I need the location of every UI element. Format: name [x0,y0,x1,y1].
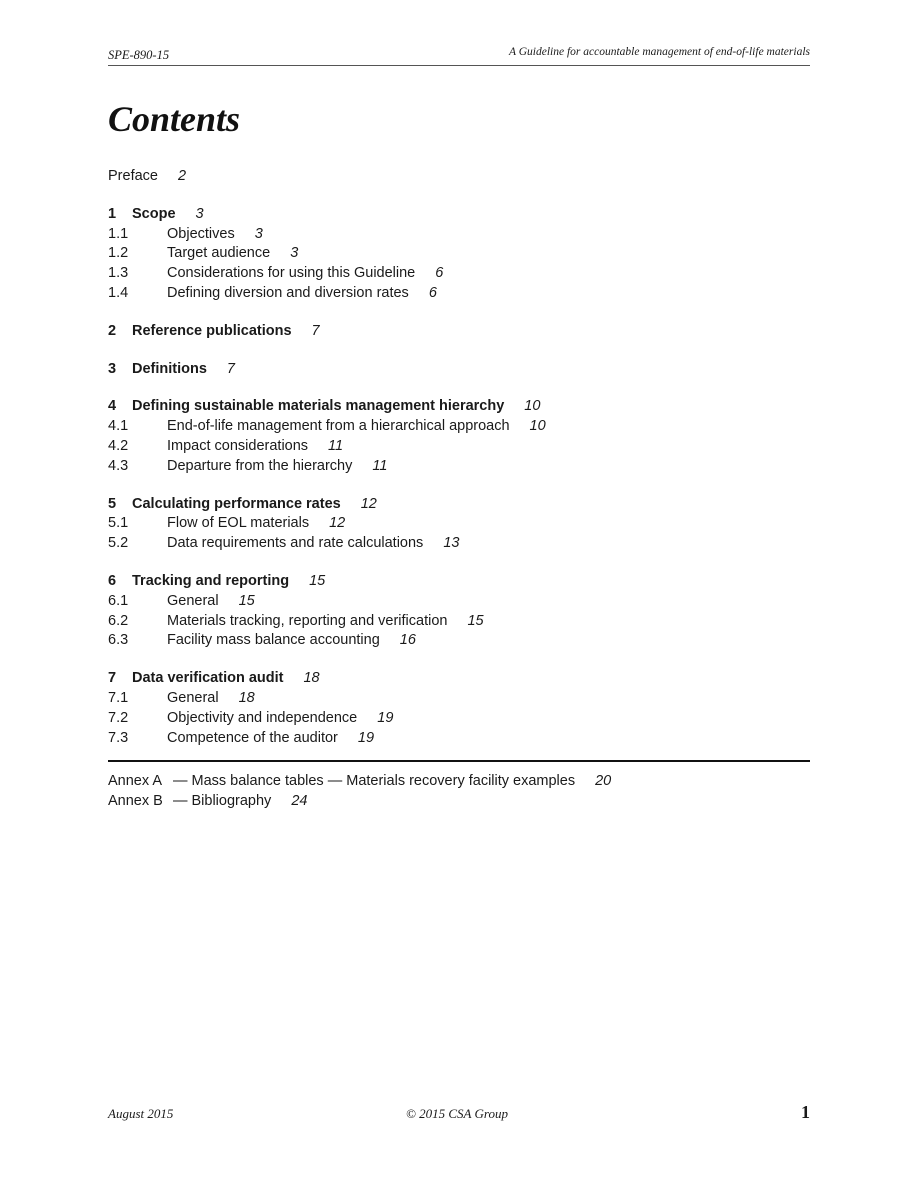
section-number: 5 [108,495,117,512]
toc-subsection-1-4[interactable] [108,284,810,304]
section-number: 6 [108,572,117,589]
subsection-number: 4.3 [108,457,129,474]
toc-page-number: 20 [595,773,612,789]
toc-section-5[interactable] [108,495,810,515]
toc-page-number: 13 [443,535,460,552]
subsection-title: Considerations for using this Guideline [167,265,416,282]
subsection-number: 5.2 [108,535,129,552]
toc-subsection-5-2[interactable] [108,534,810,554]
toc-subsection-1-3[interactable] [108,264,810,284]
document-code: SPE-890-15 [108,48,170,62]
subsection-title: General [167,689,219,706]
subsection-number: 1.1 [108,225,129,242]
section-title: Defining sustainable materials management hierarchy [132,398,505,415]
toc-subsection-7-3[interactable] [108,729,810,749]
page-number: 1 [801,1102,810,1122]
subsection-title: Defining diversion and diversion rates [167,284,409,301]
subsection-title: Objectivity and independence [167,709,358,726]
subsection-title: Impact considerations [167,437,309,454]
page-header [108,46,810,66]
section-spacer [108,342,810,360]
section-title: Scope [132,205,176,222]
toc-subsection-4-3[interactable] [108,457,810,477]
annex-code: Annex A [108,773,163,789]
toc-section-3[interactable] [108,360,810,380]
section-title: Calculating performance rates [132,495,341,512]
subsection-number: 6.2 [108,612,129,629]
toc-page-number: 15 [467,612,484,629]
subsection-title: Flow of EOL materials [167,515,310,532]
divider [108,760,810,762]
section-spacer [108,187,810,205]
toc-subsection-7-2[interactable] [108,709,810,729]
table-of-contents [108,167,810,748]
section-title: Reference publications [132,322,292,339]
subsection-title: Objectives [167,225,235,242]
toc-subsection-6-1[interactable] [108,592,810,612]
toc-section-4[interactable] [108,397,810,417]
toc-page-number: 15 [309,572,326,589]
toc-section-6[interactable] [108,572,810,592]
annex-code: Annex B [108,792,163,809]
subsection-number: 5.1 [108,515,129,532]
toc-page-number: 19 [357,729,375,746]
toc-subsection-5-1[interactable] [108,514,810,534]
toc-entry-label: Preface [108,168,158,184]
document-title: A Guideline for accountable management of end-of-life materials [509,46,810,58]
toc-page-number: 3 [290,245,299,262]
section-title: Definitions [132,360,207,377]
toc-page-number: 6 [435,265,444,282]
subsection-number: 4.1 [108,418,129,435]
subsection-title: Materials tracking, reporting and verification [167,612,448,629]
subsection-title: Departure from the hierarchy [167,457,353,474]
annex-dash: — [173,792,188,809]
section-title: Tracking and reporting [132,572,290,589]
section-number: 7 [108,670,117,687]
subsection-number: 6.3 [108,632,129,649]
toc-page-number: 18 [238,689,255,706]
section-number: 2 [108,322,117,339]
toc-page-number: 7 [226,360,235,377]
subsection-number: 1.2 [108,245,129,262]
annex-title: Mass balance tables — Materials recovery facility examples [191,773,576,789]
subsection-title: Facility mass balance accounting [167,632,380,649]
annex-title: Bibliography [191,792,272,809]
toc-subsection-1-2[interactable] [108,244,810,264]
toc-section-7[interactable] [108,669,810,689]
toc-page-number: 2 [177,168,187,184]
subsection-title: Competence of the auditor [167,729,338,746]
toc-annex-a[interactable] [108,772,810,792]
annex-list [108,772,810,812]
annex-dash: — [173,773,188,789]
toc-page-number: 19 [377,709,394,726]
toc-page-number: 6 [428,284,437,301]
toc-annex-b[interactable] [108,792,810,812]
footer-date: August 2015 [108,1106,174,1121]
subsection-title: Data requirements and rate calculations [167,535,424,552]
subsection-number: 6.1 [108,592,129,609]
toc-page-number: 24 [291,792,308,809]
section-number: 3 [108,360,117,377]
toc-page-number: 12 [329,515,346,532]
toc-subsection-4-2[interactable] [108,437,810,457]
toc-subsection-6-3[interactable] [108,631,810,651]
toc-page-number: 18 [303,670,320,687]
section-spacer [108,477,810,495]
toc-entry-preface[interactable] [108,167,810,187]
toc-page-number: 11 [372,457,388,474]
page-footer [108,1104,810,1126]
toc-page-number: 3 [195,205,204,222]
toc-page-number: 12 [360,495,377,512]
subsection-number: 1.4 [108,284,129,301]
toc-page-number: 11 [328,437,344,454]
subsection-title: General [167,592,219,609]
section-title: Data verification audit [132,670,284,687]
subsection-number: 4.2 [108,437,129,454]
section-spacer [108,554,810,572]
toc-subsection-1-1[interactable] [108,225,810,245]
subsection-number: 7.1 [108,689,129,706]
section-spacer [108,304,810,322]
footer-copyright: © 2015 CSA Group [406,1106,508,1121]
toc-page-number: 10 [524,398,541,415]
page-title: Contents [108,99,241,139]
section-number: 1 [108,205,117,222]
toc-subsection-7-1[interactable] [108,689,810,709]
toc-page-number: 7 [311,322,320,339]
subsection-number: 1.3 [108,265,129,282]
toc-section-2[interactable] [108,322,810,342]
subsection-number: 7.3 [108,729,129,746]
toc-subsection-6-2[interactable] [108,612,810,632]
subsection-title: End-of-life management from a hierarchical approach [167,418,510,435]
subsection-title: Target audience [167,245,271,262]
subsection-number: 7.2 [108,709,129,726]
section-spacer [108,379,810,397]
toc-section-1[interactable] [108,205,810,225]
toc-page-number: 15 [238,592,255,609]
section-number: 4 [108,398,117,415]
toc-page-number: 10 [529,418,546,435]
toc-page-number: 3 [254,225,263,242]
toc-page-number: 16 [399,632,416,649]
toc-subsection-4-1[interactable] [108,417,810,437]
section-spacer [108,651,810,669]
